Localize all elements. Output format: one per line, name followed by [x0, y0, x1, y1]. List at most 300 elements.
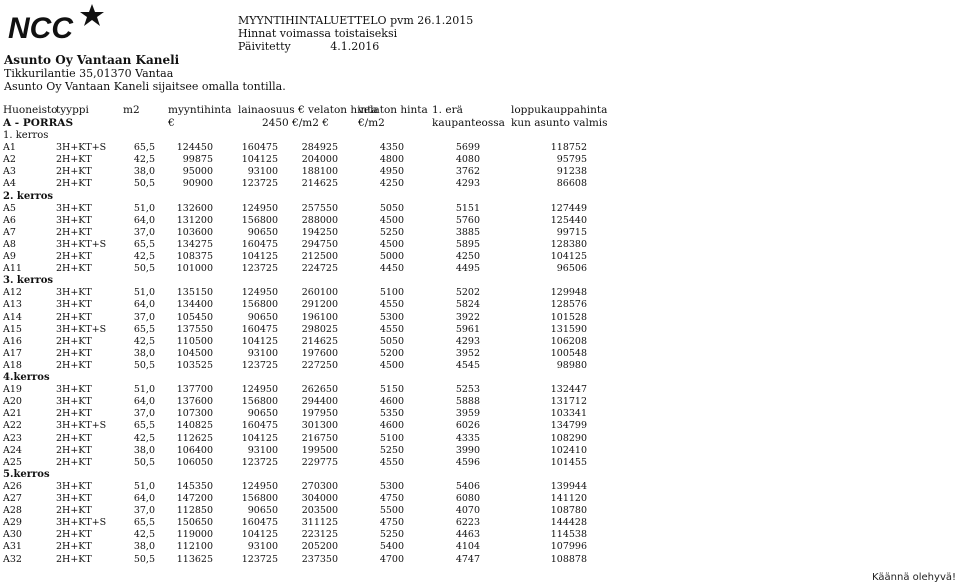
- cell-sale-price: 134400: [176, 299, 213, 311]
- price-list-header: [238, 14, 473, 53]
- cell-apartment: A17: [3, 347, 22, 359]
- table-row: [0, 529, 960, 541]
- cell-price-per-m2: 4550: [379, 323, 404, 335]
- cell-loan-share: 90650: [247, 311, 278, 323]
- cell-type: 2H+KT: [56, 251, 92, 262]
- cell-final-price: 125440: [550, 214, 587, 226]
- cell-apartment: A5: [3, 202, 16, 214]
- cell-area: 50,5: [133, 178, 155, 190]
- floor-label: 4.kerros: [3, 372, 50, 383]
- myyntihinta-unit: €: [168, 117, 175, 129]
- cell-area: 42,5: [133, 154, 155, 166]
- cell-loan-share: 156800: [241, 299, 278, 311]
- cell-first-installment: 5961: [455, 323, 480, 335]
- cell-apartment: A24: [3, 444, 22, 456]
- table-row: [0, 554, 960, 566]
- cell-sale-price: 134275: [176, 238, 213, 250]
- cell-type: 3H+KT+S: [56, 517, 107, 529]
- cell-first-installment: 5202: [455, 287, 480, 299]
- cell-debt-free-price: 223125: [301, 529, 338, 541]
- cell-first-installment: 5760: [455, 214, 480, 226]
- cell-sale-price: 145350: [176, 480, 213, 492]
- floor-label: 5.kerros: [3, 468, 50, 480]
- updated-date: 4.1.2016: [330, 40, 380, 53]
- cell-loan-share: 123725: [241, 553, 278, 565]
- table-row: [0, 505, 960, 517]
- cell-apartment: A8: [3, 238, 16, 250]
- table-row: [0, 239, 960, 251]
- footer-note: Käännä olehyvä!: [872, 572, 956, 583]
- price-list-title: MYYNTIHINTALUETTELO pvm 26.1.2015: [238, 14, 474, 27]
- floor-label: 3. kerros: [3, 275, 54, 287]
- cell-apartment: A31: [3, 541, 22, 553]
- cell-final-price: 98980: [556, 359, 587, 371]
- cell-apartment: A16: [3, 335, 22, 347]
- cell-sale-price: 110500: [176, 335, 213, 347]
- cell-debt-free-price: 224725: [301, 263, 338, 275]
- cell-loan-share: 93100: [247, 541, 278, 553]
- floor-label: 1. kerros: [3, 130, 49, 141]
- cell-apartment: A18: [3, 359, 22, 371]
- cell-sale-price: 106400: [176, 444, 213, 456]
- cell-loan-share: 123725: [241, 359, 278, 371]
- table-row: [0, 384, 960, 396]
- cell-loan-share: 104125: [241, 529, 278, 541]
- cell-debt-free-price: 216750: [301, 432, 338, 444]
- cell-final-price: 107996: [550, 541, 587, 553]
- company-info: [4, 54, 286, 93]
- cell-first-installment: 5888: [455, 396, 480, 408]
- cell-area: 65,5: [133, 238, 155, 250]
- cell-loan-share: 124950: [241, 202, 278, 214]
- cell-first-installment: 4335: [455, 432, 480, 444]
- cell-debt-free-price: 294400: [301, 396, 338, 408]
- loppu-unit: kun asunto valmis: [511, 117, 608, 129]
- cell-type: 2H+KT: [56, 408, 92, 420]
- cell-type: 2H+KT: [56, 178, 92, 190]
- table-row: [0, 420, 960, 432]
- cell-apartment: A27: [3, 493, 22, 504]
- cell-price-per-m2: 4500: [379, 359, 404, 371]
- cell-area: 64,0: [133, 299, 155, 311]
- table-row: [0, 324, 960, 336]
- cell-apartment: A2: [3, 154, 16, 166]
- cell-sale-price: 90900: [182, 178, 213, 190]
- cell-area: 37,0: [133, 311, 155, 323]
- cell-sale-price: 140825: [176, 420, 213, 432]
- cell-first-installment: 3959: [455, 408, 480, 420]
- cell-type: 2H+KT: [56, 166, 92, 178]
- cell-type: 3H+KT: [56, 214, 92, 226]
- cell-sale-price: 95000: [182, 166, 213, 178]
- cell-first-installment: 4747: [455, 553, 480, 565]
- table-row: [0, 481, 960, 493]
- cell-price-per-m2: 4800: [379, 154, 404, 166]
- cell-sale-price: 105450: [176, 311, 213, 323]
- table-row: [0, 287, 960, 299]
- cell-loan-share: 160475: [241, 323, 278, 335]
- cell-price-per-m2: 4600: [379, 396, 404, 408]
- cell-area: 65,5: [133, 142, 155, 154]
- cell-type: 2H+KT: [56, 226, 92, 238]
- cell-final-price: 108780: [550, 505, 587, 517]
- cell-apartment: A7: [3, 226, 16, 238]
- cell-sale-price: 104500: [176, 347, 213, 359]
- cell-price-per-m2: 4500: [379, 238, 404, 250]
- cell-apartment: A19: [3, 384, 22, 396]
- table-row: [0, 178, 960, 190]
- cell-final-price: 95795: [556, 154, 587, 166]
- cell-first-installment: 4080: [455, 154, 480, 166]
- table-row: [0, 336, 960, 348]
- cell-apartment: A26: [3, 480, 22, 492]
- cell-type: 2H+KT: [56, 553, 92, 565]
- cell-sale-price: 103525: [176, 359, 213, 371]
- table-row: [0, 142, 960, 154]
- table-row: [0, 251, 960, 263]
- table-row: [0, 360, 960, 372]
- cell-final-price: 100548: [550, 347, 587, 359]
- cell-price-per-m2: 4950: [379, 166, 404, 178]
- cell-sale-price: 137700: [176, 384, 213, 396]
- cell-sale-price: 108375: [176, 251, 213, 262]
- cell-area: 65,5: [133, 323, 155, 335]
- cell-loan-share: 90650: [247, 505, 278, 517]
- cell-apartment: A14: [3, 311, 22, 323]
- cell-first-installment: 4495: [455, 263, 480, 275]
- cell-debt-free-price: 205200: [301, 541, 338, 553]
- logo-star-icon: [80, 4, 104, 26]
- cell-type: 2H+KT: [56, 456, 92, 468]
- cell-loan-share: 104125: [241, 251, 278, 262]
- cell-price-per-m2: 4750: [379, 517, 404, 529]
- cell-sale-price: 112850: [176, 505, 213, 517]
- cell-sale-price: 124450: [176, 142, 213, 154]
- cell-sale-price: 112625: [176, 432, 213, 444]
- table-row: [0, 166, 960, 178]
- cell-apartment: A30: [3, 529, 22, 541]
- cell-first-installment: 6223: [455, 517, 480, 529]
- cell-sale-price: 135150: [176, 287, 213, 299]
- cell-debt-free-price: 197600: [301, 347, 338, 359]
- cell-debt-free-price: 196100: [301, 311, 338, 323]
- cell-price-per-m2: 5100: [379, 287, 404, 299]
- cell-area: 50,5: [133, 456, 155, 468]
- cell-debt-free-price: 203500: [301, 505, 338, 517]
- cell-debt-free-price: 197950: [301, 408, 338, 420]
- cell-debt-free-price: 204000: [301, 154, 338, 166]
- cell-loan-share: 93100: [247, 347, 278, 359]
- cell-final-price: 104125: [550, 251, 587, 262]
- cell-first-installment: 4250: [455, 251, 480, 262]
- cell-area: 42,5: [133, 335, 155, 347]
- cell-final-price: 91238: [556, 166, 587, 178]
- cell-price-per-m2: 5400: [379, 541, 404, 553]
- cell-debt-free-price: 288000: [301, 214, 338, 226]
- table-row: [0, 263, 960, 275]
- company-note: Asunto Oy Vantaan Kaneli sijaitsee omalla tontilla.: [4, 80, 286, 93]
- cell-final-price: 108290: [550, 432, 587, 444]
- cell-loan-share: 90650: [247, 408, 278, 420]
- cell-sale-price: 103600: [176, 226, 213, 238]
- cell-loan-share: 160475: [241, 517, 278, 529]
- cell-debt-free-price: 260100: [301, 287, 338, 299]
- cell-apartment: A21: [3, 408, 22, 420]
- table-row: [0, 408, 960, 420]
- table-row: [0, 493, 960, 505]
- cell-first-installment: 3885: [455, 226, 480, 238]
- cell-first-installment: 3952: [455, 347, 480, 359]
- cell-final-price: 144428: [550, 517, 587, 529]
- cell-final-price: 127449: [550, 202, 587, 214]
- cell-area: 38,0: [133, 166, 155, 178]
- cell-type: 3H+KT+S: [56, 323, 107, 335]
- cell-final-price: 128380: [550, 238, 587, 250]
- cell-price-per-m2: 5250: [379, 529, 404, 541]
- cell-price-per-m2: 4700: [379, 553, 404, 565]
- cell-sale-price: 137600: [176, 396, 213, 408]
- cell-type: 2H+KT: [56, 541, 92, 553]
- cell-final-price: 118752: [550, 142, 587, 154]
- cell-final-price: 131590: [550, 323, 587, 335]
- cell-apartment: A4: [3, 178, 16, 190]
- cell-price-per-m2: 5200: [379, 347, 404, 359]
- cell-first-installment: 5895: [455, 238, 480, 250]
- cell-apartment: A1: [3, 142, 16, 154]
- cell-apartment: A9: [3, 251, 16, 262]
- cell-type: 2H+KT: [56, 505, 92, 517]
- cell-type: 3H+KT: [56, 299, 92, 311]
- cell-sale-price: 147200: [176, 493, 213, 504]
- cell-debt-free-price: 311125: [301, 517, 338, 529]
- cell-type: 2H+KT: [56, 347, 92, 359]
- cell-price-per-m2: 5050: [379, 202, 404, 214]
- cell-debt-free-price: 212500: [301, 251, 338, 262]
- cell-debt-free-price: 227250: [301, 359, 338, 371]
- cell-debt-free-price: 270300: [301, 480, 338, 492]
- cell-type: 2H+KT: [56, 154, 92, 166]
- cell-area: 65,5: [133, 517, 155, 529]
- floor-label: 2. kerros: [3, 190, 54, 202]
- cell-debt-free-price: 257550: [301, 202, 338, 214]
- cell-loan-share: 93100: [247, 166, 278, 178]
- cell-loan-share: 160475: [241, 142, 278, 154]
- cell-sale-price: 119000: [176, 529, 213, 541]
- cell-price-per-m2: 4450: [379, 263, 404, 275]
- cell-first-installment: 4293: [455, 335, 480, 347]
- cell-loan-share: 90650: [247, 226, 278, 238]
- cell-price-per-m2: 5000: [379, 251, 404, 262]
- cell-price-per-m2: 5350: [379, 408, 404, 420]
- cell-area: 64,0: [133, 214, 155, 226]
- logo-text: NCC: [8, 12, 73, 42]
- table-row: [0, 457, 960, 469]
- cell-first-installment: 6080: [455, 493, 480, 504]
- updated-label: Päivitetty: [238, 40, 291, 53]
- cell-debt-free-price: 262650: [301, 384, 338, 396]
- col-header-myyntihinta: myyntihinta: [168, 104, 232, 116]
- col-header-tyyppi: tyyppi: [56, 104, 89, 116]
- cell-final-price: 141120: [550, 493, 587, 504]
- velaton-unit: €/m2: [358, 117, 385, 129]
- cell-first-installment: 4596: [455, 456, 480, 468]
- cell-apartment: A12: [3, 287, 22, 299]
- cell-apartment: A11: [3, 263, 22, 275]
- table-row: [0, 227, 960, 239]
- cell-area: 37,0: [133, 226, 155, 238]
- era-unit: kaupanteossa: [432, 117, 505, 129]
- cell-loan-share: 156800: [241, 493, 278, 504]
- cell-debt-free-price: 301300: [301, 420, 338, 432]
- col-header-era: 1. erä: [432, 104, 463, 116]
- cell-apartment: A23: [3, 432, 22, 444]
- cell-type: 2H+KT: [56, 335, 92, 347]
- cell-first-installment: 4545: [455, 359, 480, 371]
- cell-area: 42,5: [133, 432, 155, 444]
- table-row: [0, 312, 960, 324]
- cell-apartment: A25: [3, 456, 22, 468]
- cell-type: 2H+KT: [56, 263, 92, 275]
- cell-sale-price: 106050: [176, 456, 213, 468]
- cell-type: 3H+KT: [56, 287, 92, 299]
- cell-price-per-m2: 5250: [379, 226, 404, 238]
- cell-apartment: A28: [3, 505, 22, 517]
- cell-apartment: A6: [3, 214, 16, 226]
- cell-area: 51,0: [133, 480, 155, 492]
- cell-area: 51,0: [133, 384, 155, 396]
- company-address: Tikkurilantie 35,01370 Vantaa: [4, 67, 174, 80]
- cell-apartment: A3: [3, 166, 16, 178]
- cell-type: 2H+KT: [56, 432, 92, 444]
- cell-debt-free-price: 194250: [301, 226, 338, 238]
- cell-area: 65,5: [133, 420, 155, 432]
- cell-area: 37,0: [133, 408, 155, 420]
- cell-sale-price: 150650: [176, 517, 213, 529]
- cell-price-per-m2: 4750: [379, 493, 404, 504]
- cell-final-price: 108878: [550, 553, 587, 565]
- cell-area: 50,5: [133, 553, 155, 565]
- cell-price-per-m2: 4600: [379, 420, 404, 432]
- cell-final-price: 114538: [550, 529, 587, 541]
- ncc-logo: [8, 2, 108, 42]
- cell-type: 2H+KT: [56, 359, 92, 371]
- cell-debt-free-price: 298025: [301, 323, 338, 335]
- cell-debt-free-price: 284925: [301, 142, 338, 154]
- lainaosuus-unit: 2450 €/m2 €: [262, 117, 329, 129]
- cell-area: 51,0: [133, 287, 155, 299]
- cell-sale-price: 132600: [176, 202, 213, 214]
- cell-debt-free-price: 214625: [301, 178, 338, 190]
- cell-first-installment: 4463: [455, 529, 480, 541]
- cell-price-per-m2: 5500: [379, 505, 404, 517]
- table-row: [0, 445, 960, 457]
- table-row: [0, 299, 960, 311]
- cell-price-per-m2: 4350: [379, 142, 404, 154]
- cell-first-installment: 4070: [455, 505, 480, 517]
- cell-area: 42,5: [133, 529, 155, 541]
- cell-loan-share: 160475: [241, 238, 278, 250]
- cell-first-installment: 5824: [455, 299, 480, 311]
- col-header-huoneisto: Huoneisto: [3, 104, 58, 116]
- cell-loan-share: 160475: [241, 420, 278, 432]
- cell-price-per-m2: 4550: [379, 299, 404, 311]
- cell-loan-share: 124950: [241, 480, 278, 492]
- cell-sale-price: 131200: [176, 214, 213, 226]
- cell-first-installment: 5253: [455, 384, 480, 396]
- cell-first-installment: 5151: [455, 202, 480, 214]
- cell-price-per-m2: 5050: [379, 335, 404, 347]
- cell-sale-price: 112100: [176, 541, 213, 553]
- cell-first-installment: 3762: [455, 166, 480, 178]
- cell-final-price: 102410: [550, 444, 587, 456]
- cell-sale-price: 113625: [176, 553, 213, 565]
- table-row: [0, 433, 960, 445]
- cell-price-per-m2: 5150: [379, 384, 404, 396]
- cell-debt-free-price: 291200: [301, 299, 338, 311]
- cell-final-price: 128576: [550, 299, 587, 311]
- cell-area: 50,5: [133, 263, 155, 275]
- updated-line: [238, 40, 473, 53]
- cell-first-installment: 4104: [455, 541, 480, 553]
- cell-first-installment: 5406: [455, 480, 480, 492]
- cell-price-per-m2: 4250: [379, 178, 404, 190]
- cell-area: 38,0: [133, 347, 155, 359]
- cell-final-price: 132447: [550, 384, 587, 396]
- table-row: [0, 203, 960, 215]
- cell-price-per-m2: 5100: [379, 432, 404, 444]
- cell-apartment: A13: [3, 299, 22, 311]
- table-row: [0, 348, 960, 360]
- cell-loan-share: 156800: [241, 214, 278, 226]
- cell-loan-share: 104125: [241, 335, 278, 347]
- cell-sale-price: 137550: [176, 323, 213, 335]
- cell-type: 3H+KT: [56, 202, 92, 214]
- table-row: [0, 396, 960, 408]
- cell-area: 42,5: [133, 251, 155, 262]
- cell-type: 3H+KT+S: [56, 420, 107, 432]
- cell-area: 51,0: [133, 202, 155, 214]
- cell-first-installment: 6026: [455, 420, 480, 432]
- cell-first-installment: 3990: [455, 444, 480, 456]
- cell-final-price: 134799: [550, 420, 587, 432]
- cell-final-price: 99715: [556, 226, 587, 238]
- cell-debt-free-price: 214625: [301, 335, 338, 347]
- cell-loan-share: 123725: [241, 178, 278, 190]
- cell-type: 3H+KT: [56, 493, 92, 504]
- cell-final-price: 103341: [550, 408, 587, 420]
- cell-area: 50,5: [133, 359, 155, 371]
- cell-sale-price: 107300: [176, 408, 213, 420]
- table-row: [0, 541, 960, 553]
- cell-type: 3H+KT: [56, 480, 92, 492]
- cell-sale-price: 101000: [176, 263, 213, 275]
- cell-type: 3H+KT: [56, 396, 92, 408]
- cell-final-price: 129948: [550, 287, 587, 299]
- cell-apartment: A29: [3, 517, 22, 529]
- cell-debt-free-price: 188100: [301, 166, 338, 178]
- cell-debt-free-price: 229775: [301, 456, 338, 468]
- cell-type: 2H+KT: [56, 529, 92, 541]
- cell-final-price: 86608: [556, 178, 587, 190]
- cell-type: 3H+KT: [56, 384, 92, 396]
- cell-type: 3H+KT+S: [56, 142, 107, 154]
- cell-price-per-m2: 5300: [379, 311, 404, 323]
- col-header-m2: m2: [123, 104, 140, 116]
- cell-loan-share: 156800: [241, 396, 278, 408]
- block-label: A - PORRAS: [3, 117, 74, 129]
- cell-apartment: A15: [3, 323, 22, 335]
- cell-area: 38,0: [133, 541, 155, 553]
